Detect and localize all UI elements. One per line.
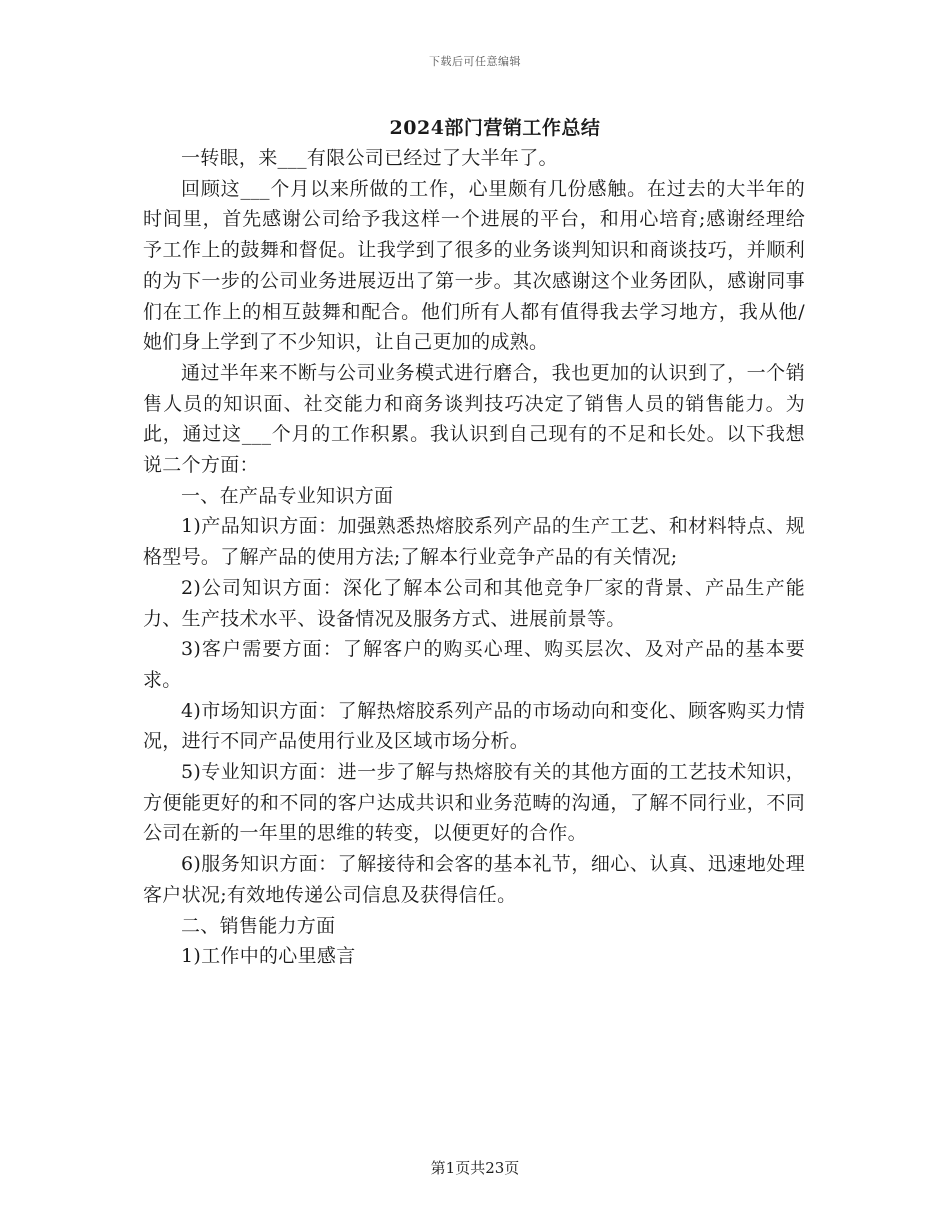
paragraph: 通过半年来不断与公司业务模式进行磨合，我也更加的认识到了，一个销售人员的知识面、社交能力和商务谈判技巧决定了销售人员的销售能力。为此，通过这___个月的工作积累。我认识到自己现有的不足和长处。以下我想说二个方面： [143,361,805,477]
paragraph: 3)客户需要方面：了解客户的购买心理、购买层次、及对产品的基本要求。 [143,638,805,691]
paragraph: 5)专业知识方面：进一步了解与热熔胶有关的其他方面的工艺技术知识，方便能更好的和不同的客户达成共识和业务范畴的沟通，了解不同行业，不同公司在新的一年里的思维的转变，以便更好的合作。 [143,761,805,845]
paragraph: 一转眼，来___有限公司已经过了大半年了。 [181,147,558,169]
document-title: 2024部门营销工作总结 [389,117,601,139]
paragraph: 2)公司知识方面：深化了解本公司和其他竞争厂家的背景、产品生产能力、生产技术水平、设备情况及服务方式、进展前景等。 [143,576,805,630]
page-footer: 第1页共23页 [430,1159,520,1177]
document-body [143,143,805,972]
paragraph: 1)工作中的心里感言 [181,945,356,968]
paragraph: 回顾这___个月以来所做的工作，心里颇有几份感触。在过去的大半年的时间里，首先感谢公司给予我这样一个进展的平台，和用心培育;感谢经理给予工作上的鼓舞和督促。让我学到了很多的业务谈判知识和商谈技巧，并顺利的为下一步的公司业务进展迈出了第一步。其次感谢这个业务团队，感谢同事们在工作上的相互鼓舞和配合。他们所有人都有值得我去学习地方，我从他/她们身上学到了不少知识，让自己更加的成熟。 [143,177,805,354]
header-note: 下载后可任意编辑 [429,55,521,68]
section-heading: 一、在产品专业知识方面 [181,484,394,507]
paragraph: 1)产品知识方面：加强熟悉热熔胶系列产品的生产工艺、和材料特点、规格型号。了解产品的使用方法;了解本行业竞争产品的有关情况; [143,515,805,569]
paragraph: 4)市场知识方面：了解热熔胶系列产品的市场动向和变化、顾客购买力情况，进行不同产品使用行业及区域市场分析。 [143,699,805,753]
paragraph: 6)服务知识方面：了解接待和会客的基本礼节，细心、认真、迅速地处理客户状况;有效地传递公司信息及获得信任。 [143,853,805,906]
section-heading: 二、销售能力方面 [181,914,336,937]
